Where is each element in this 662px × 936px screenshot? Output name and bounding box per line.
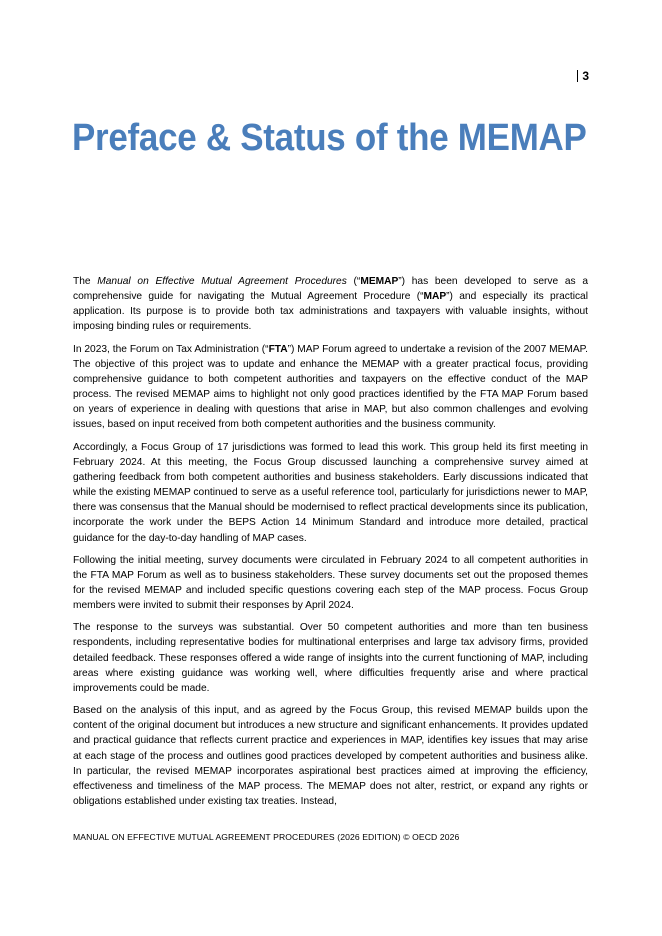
p2-text-a: In 2023, the Forum on Tax Administration (“	[73, 343, 269, 355]
page-footer: MANUAL ON EFFECTIVE MUTUAL AGREEMENT PROCEDURES (2026 EDITION) © OECD 2026	[73, 832, 460, 842]
paragraph-2	[73, 342, 588, 433]
p1-text-c: (“	[346, 276, 361, 287]
paragraph-4: Following the initial meeting, survey documents were circulated in February 2024 to all competent authorities in the FTA MAP Forum as well as to business stakeholders. These survey documents set out the proposed themes for the revised MEMAP and included specific questions covering each step of the MAP process. Focus Group members were invited to submit their responses by April 2024.	[73, 554, 588, 612]
paragraph-5: The response to the surveys was substantial. Over 50 competent authorities and more than ten business respondents, including representative bodies for multinational enterprises and large tax advisory firms, provided detailed feedback. These responses offered a wide range of insights into the current functioning of MAP, including areas where existing guidance was working well, where difficulties frequently arise and where practical improvements could be made.	[73, 622, 588, 694]
p2-text-c: ”) MAP Forum agreed to undertake a revision of the 2007 MEMAP. The objective of this project was to update and enhance the MEMAP with a greater practical focus, providing comprehensive guidance to both competent authorities and taxpayers on the effective conduct of the MAP process. The revised MEMAP aims to highlight not only good practices identified by the FTA MAP Forum based on years of experience in dealing with questions that arise in MAP, but also common challenges and evolving issues, based on input received from both competent authorities and the business community.	[73, 343, 588, 431]
p1-map-term: MAP	[423, 291, 447, 303]
page-title: Preface & Status of the MEMAP	[72, 117, 587, 159]
paragraph-3: Accordingly, a Focus Group of 17 jurisdictions was formed to lead this work. This group held its first meeting in February 2024. At this meeting, the Focus Group discussed launching a comprehensive survey aimed at gathering feedback from both competent authorities and business stakeholders. Early discussions indicated that while the existing MEMAP continued to serve as a useful reference tool, particularly for jurisdictions newer to MAP, there was consensus that the Manual should be modernised to reflect practical developments since its publication, incorporate the work under the BEPS Action 14 Minimum Standard and introduce more detailed, practical guidance for the day-to-day handling of MAP cases.	[73, 441, 588, 544]
p1-text-g: ”) and especially its practical application. Its purpose is to provide both tax administrations and taxpayers with valuable insights, without imposing binding rules or requirements.	[73, 291, 588, 333]
page-number: 3	[577, 70, 589, 82]
paragraph-1	[73, 274, 588, 335]
body-text	[73, 274, 588, 816]
paragraph-6: Based on the analysis of this input, and as agreed by the Focus Group, this revised MEMAP builds upon the content of the original document but introduces a new structure and significant enhancements. It provides updated and practical guidance that reflects current practice and experiences in MAP, identifies key issues that may arise at each stage of the process and outlines good practices developed by competent authorities and business alike. In particular, the revised MEMAP incorporates aspirational best practices aimed at improving the efficiency, effectiveness and timeliness of the MAP process. The MEMAP does not alter, restrict, or expand any rights or obligations established under existing tax treaties. Instead,	[73, 705, 588, 807]
p1-text-a: The	[73, 276, 98, 287]
p1-manual-title: Manual on Effective Mutual Agreement Procedures	[97, 276, 347, 287]
p1-memap-term: MEMAP	[360, 276, 399, 287]
p2-fta-term: FTA	[268, 343, 288, 355]
p1-text-e: ”) has been developed to serve as a comprehensive guide for navigating the Mutual Agreement Procedure (“	[73, 276, 588, 303]
